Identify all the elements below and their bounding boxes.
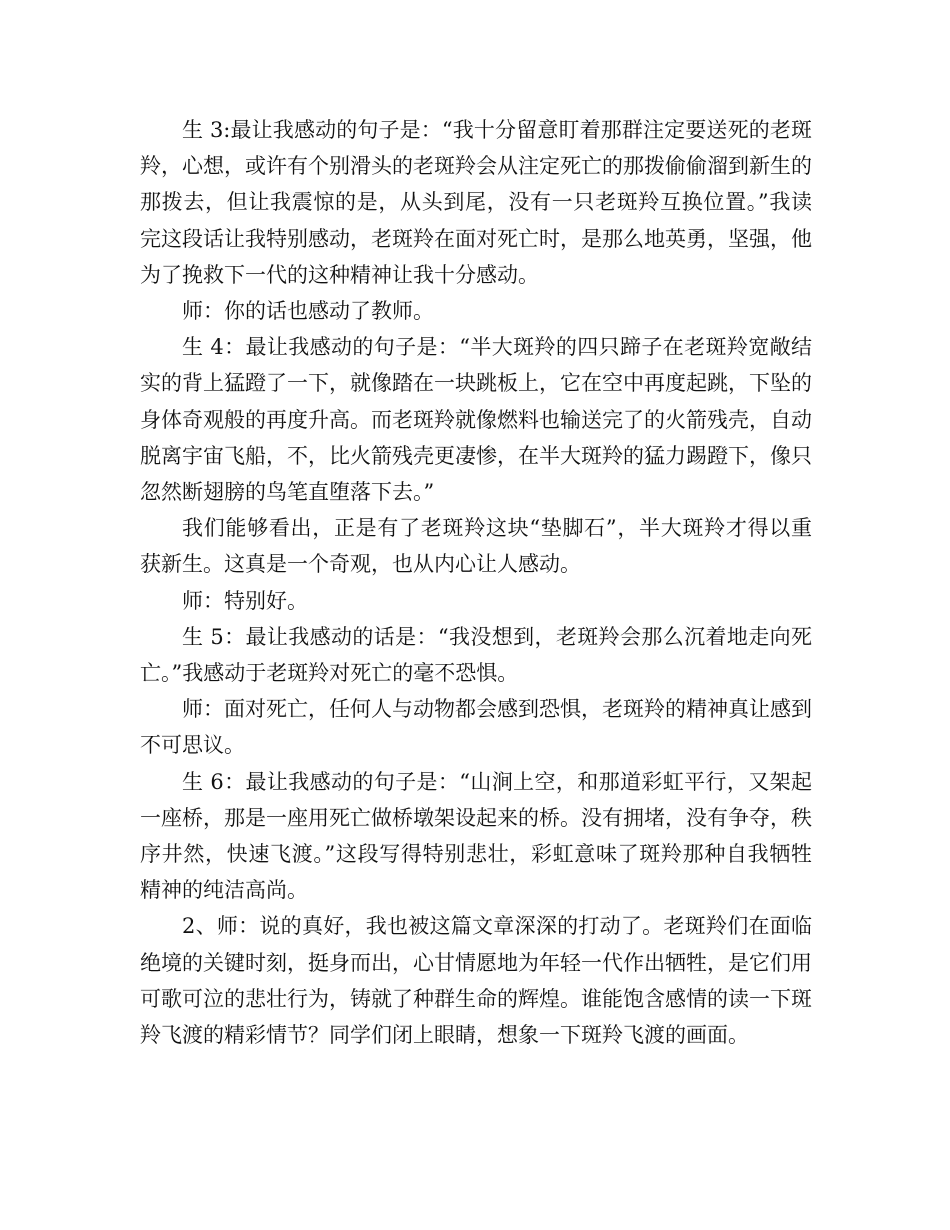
paragraph-student-6: 生 6：最让我感动的句子是：“山涧上空，和那道彩虹平行，又架起一座桥，那是一座用死亡做桥墩架设起来的桥。没有拥堵，没有争夺，秩序井然，快速飞渡。”这段写得特别悲壮，彩虹意味了斑羚那种自我牺牲精神的纯洁高尚。 — [140, 769, 812, 903]
paragraph-teacher-1: 师：你的话也感动了教师。 — [182, 299, 434, 324]
paragraph-commentary: 我们能够看出，正是有了老斑羚这块“垫脚石”，半大斑羚才得以重获新生。这真是一个奇观，也从内心让人感动。 — [140, 516, 812, 577]
paragraph-student-4: 生 4：最让我感动的句子是：“半大斑羚的四只蹄子在老斑羚宽敞结实的背上猛蹬了一下，就像踏在一块跳板上，它在空中再度起跳，下坠的身体奇观般的再度升高。而老斑羚就像燃料也输送完了的火箭残壳，自动脱离宇宙飞船，不，比火箭残壳更凄惨，在半大斑羚的猛力踢蹬下，像只忽然断翅膀的鸟笔直堕落下去。” — [140, 335, 812, 505]
document-page — [140, 112, 812, 1053]
paragraph-student-3: 生 3:最让我感动的句子是：“我十分留意盯着那群注定要送死的老斑羚，心想，或许有个别滑头的老斑羚会从注定死亡的那拨偷偷溜到新生的那拨去，但让我震惊的是，从头到尾，没有一只老斑羚互换位置。”我读完这段话让我特别感动，老斑羚在面对死亡时，是那么地英勇，坚强，他为了挽救下一代的这种精神让我十分感动。 — [140, 118, 812, 287]
paragraph-teacher-summary: 2、师：说的真好，我也被这篇文章深深的打动了。老斑羚们在面临绝境的关键时刻，挺身而出，心甘情愿地为年轻一代作出牺牲，是它们用可歌可泣的悲壮行为，铸就了种群生命的辉煌。谁能饱含感情的读一下斑羚飞渡的精彩情节？同学们闭上眼睛，想象一下斑羚飞渡的画面。 — [140, 914, 812, 1048]
paragraph-teacher-3: 师：面对死亡，任何人与动物都会感到恐惧，老斑羚的精神真让感到不可思议。 — [140, 697, 812, 758]
paragraph-teacher-2: 师：特别好。 — [182, 588, 308, 613]
paragraph-student-5: 生 5：最让我感动的话是：“我没想到，老斑羚会那么沉着地走向死亡。”我感动于老斑羚对死亡的毫不恐惧。 — [140, 624, 812, 686]
